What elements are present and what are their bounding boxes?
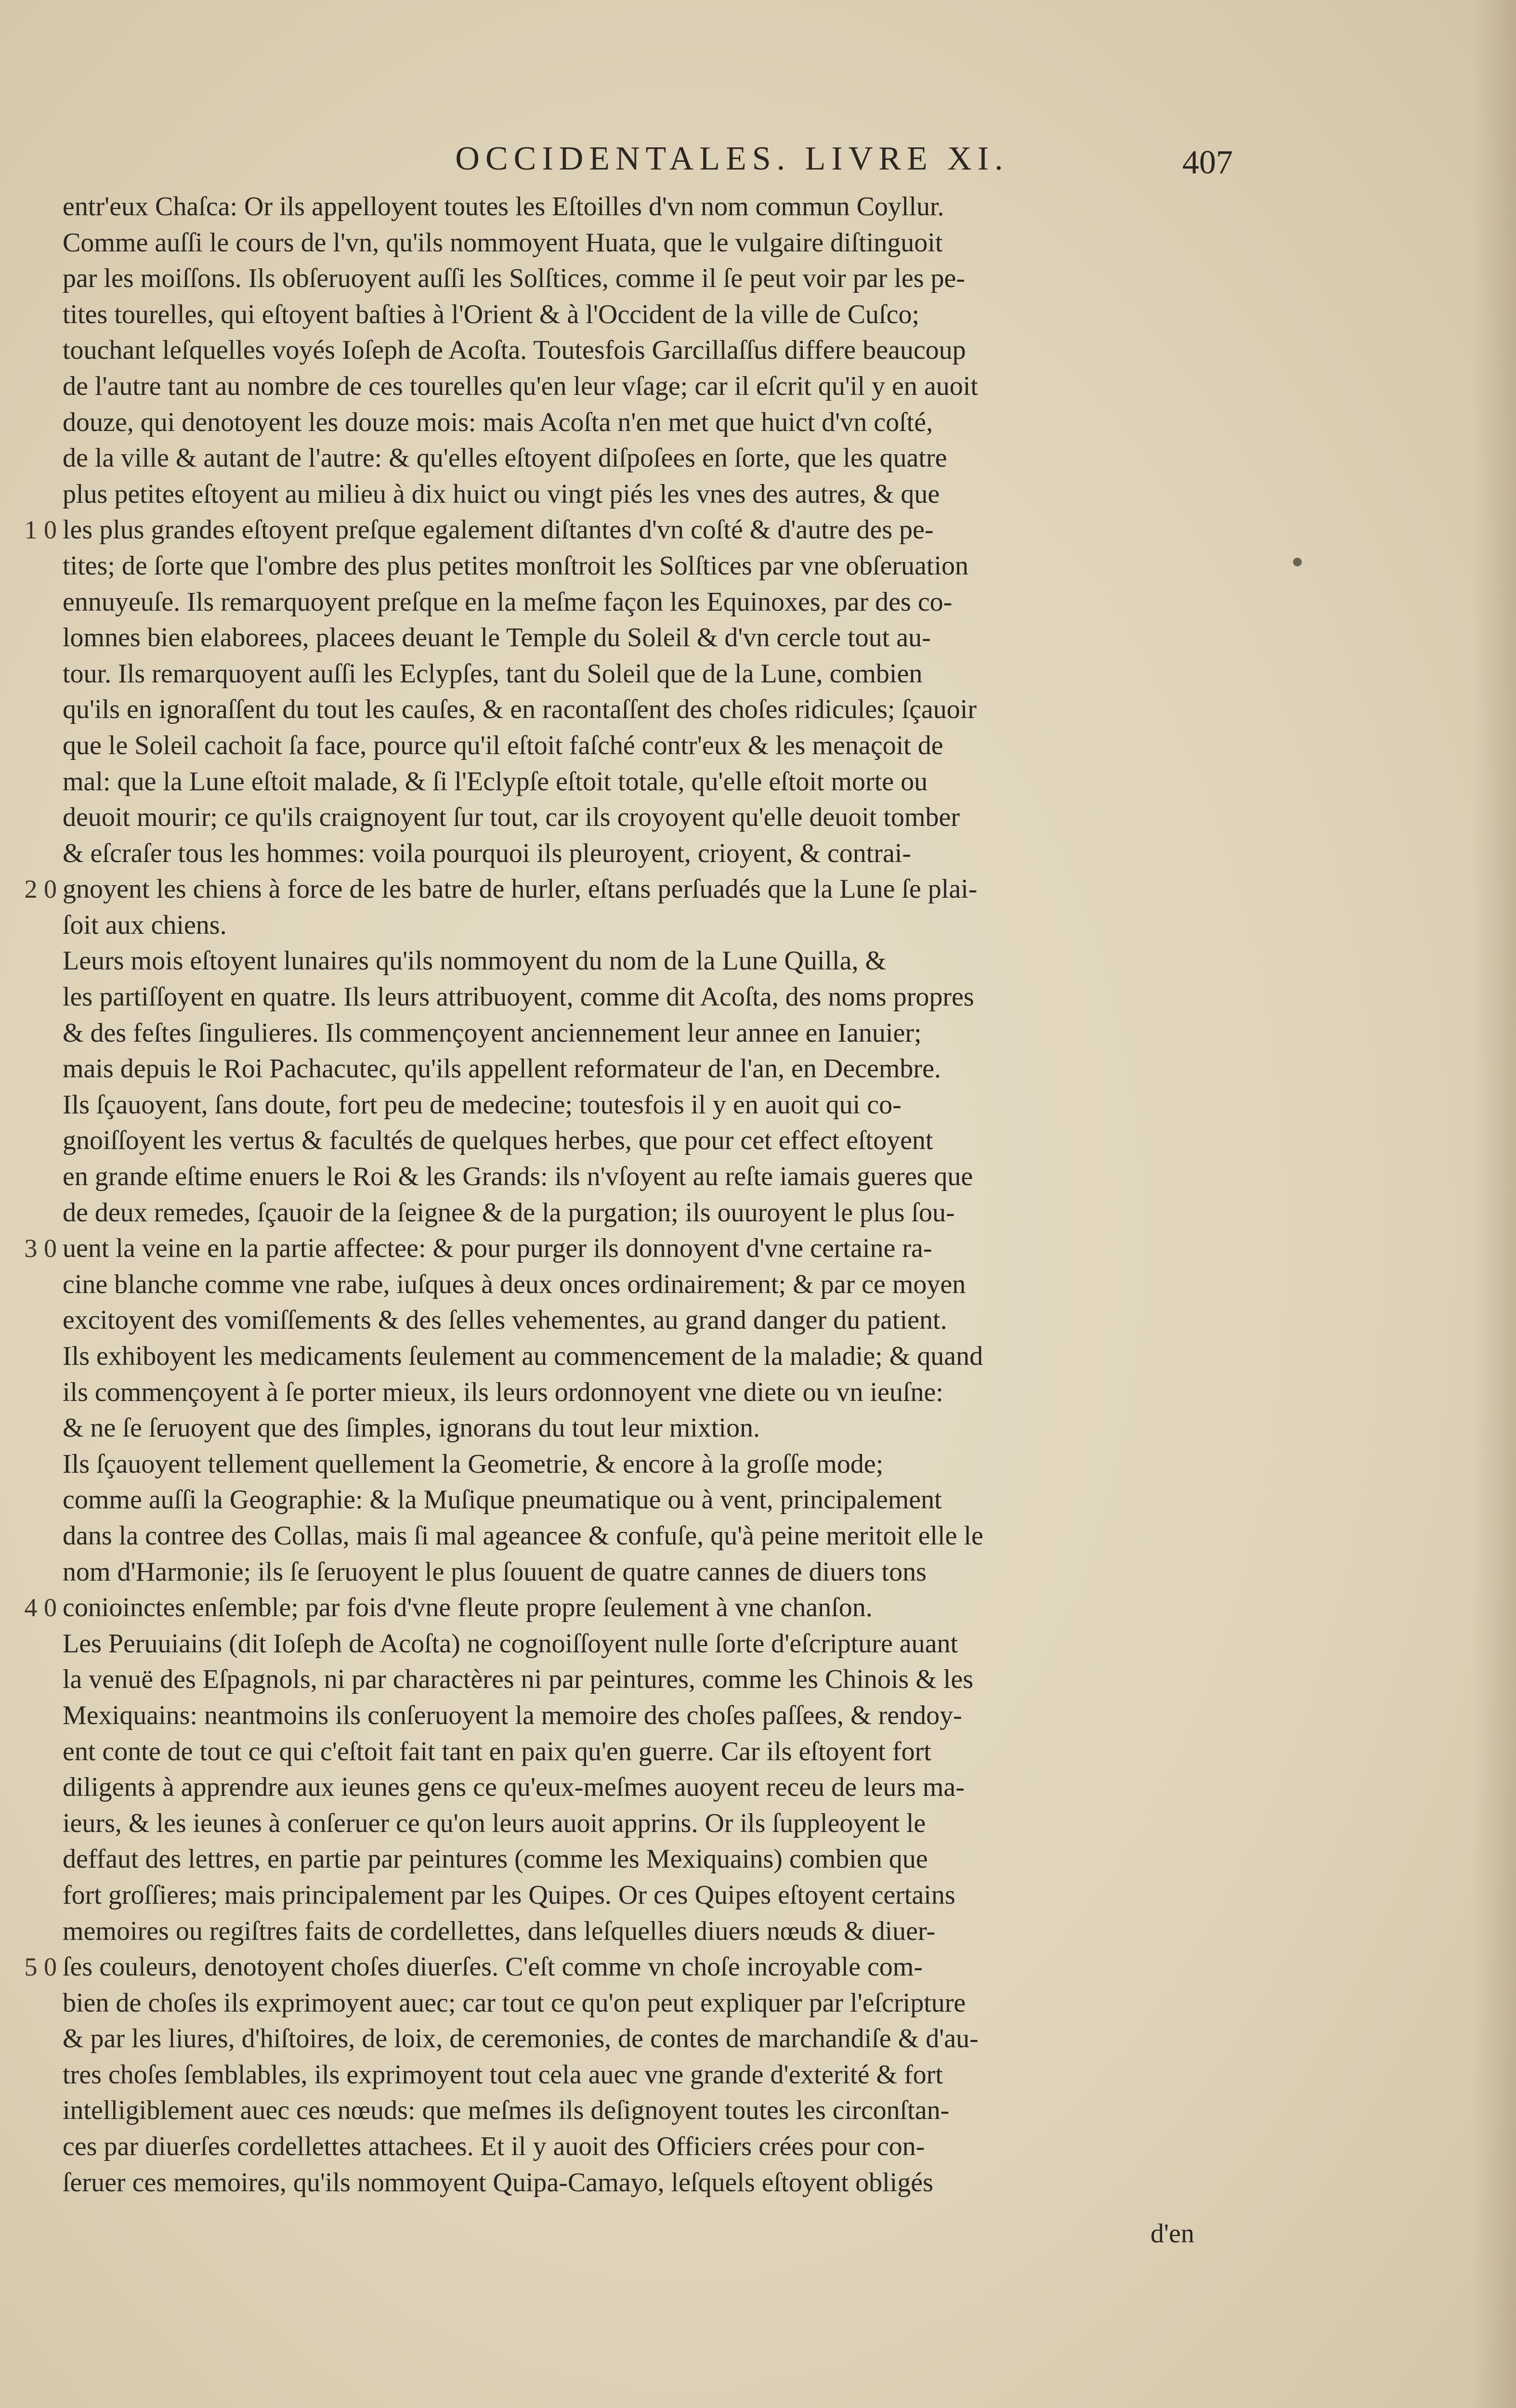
line-text: gnoyent les chiens à force de les batre de hurler, eſtans perſuadés que la Lune ſe plai- — [63, 874, 978, 904]
line-text: entr'eux Chaſca: Or ils appelloyent toutes les Eſtoilles d'vn nom commun Coyllur. — [63, 192, 944, 222]
line-text: ſeruer ces memoires, qu'ils nommoyent Quipa-Camayo, leſquels eſtoyent obligés — [63, 2167, 933, 2198]
text-line — [63, 1626, 1209, 1662]
line-text: lomnes bien elaborees, placees deuant le Temple du Soleil & d'vn cercle tout au- — [63, 623, 931, 653]
line-text: Leurs mois eſtoyent lunaires qu'ils nommoyent du nom de la Lune Quilla, & — [63, 946, 887, 976]
line-text: comme auſſi la Geographie: & la Muſique pneumatique ou à vent, principalement — [63, 1485, 942, 1515]
line-text: ent conte de tout ce qui c'eſtoit fait tant en paix qu'en guerre. Car ils eſtoyent fort — [63, 1736, 931, 1767]
line-text: touchant leſquelles voyés Ioſeph de Acoſta. Toutesfois Garcillaſſus differe beaucoup — [63, 335, 966, 366]
line-text: memoires ou regiſtres faits de cordellettes, dans leſquelles diuers nœuds & diuer- — [63, 1916, 936, 1946]
line-text: intelligiblement auec ces nœuds: que meſmes ils deſignoyent toutes les circonſtan- — [63, 2095, 950, 2126]
line-text: conioinctes enſemble; par fois d'vne fleute propre ſeulement à vne chanſon. — [63, 1593, 873, 1623]
text-line — [63, 1877, 1209, 1913]
text-line — [63, 2129, 1209, 2165]
line-text: tres choſes ſemblables, ils exprimoyent tout cela auec vne grande d'exterité & fort — [63, 2059, 943, 2090]
text-line — [63, 1769, 1209, 1806]
line-text: les plus grandes eſtoyent preſque egalement diſtantes d'vn coſté & d'autre des pe- — [63, 515, 934, 545]
body-text — [24, 189, 1209, 2200]
line-text: tour. Ils remarquoyent auſſi les Eclypſes, tant du Soleil que de la Lune, combien — [63, 658, 923, 689]
text-line — [63, 1698, 1209, 1734]
text-line — [24, 1949, 1209, 1985]
text-line — [63, 2093, 1209, 2129]
text-line — [63, 620, 1209, 656]
text-line — [63, 1123, 1209, 1159]
line-text: excitoyent des vomiſſements & des ſelles vehementes, au grand danger du patient. — [63, 1305, 947, 1335]
line-number: 1 0 — [24, 515, 57, 545]
text-line — [63, 1985, 1209, 2021]
line-text: douze, qui denotoyent les douze mois: mais Acoſta n'en met que huict d'vn coſté, — [63, 407, 933, 437]
line-text: par les moiſſons. Ils obſeruoyent auſſi les Solſtices, comme il ſe peut voir par les pe- — [63, 263, 966, 294]
text-line — [63, 1015, 1209, 1051]
text-line — [63, 440, 1209, 476]
line-number: 2 0 — [24, 875, 57, 904]
line-text: de deux remedes, ſçauoir de la ſeignee & de la purgation; ils ouuroyent le plus ſou- — [63, 1197, 955, 1228]
line-text: Les Peruuiains (dit Ioſeph de Acoſta) ne cognoiſſoyent nulle ſorte d'eſcripture auant — [63, 1628, 958, 1659]
text-line — [63, 1806, 1209, 1842]
line-text: cine blanche comme vne rabe, iuſques à deux onces ordinairement; & par ce moyen — [63, 1269, 966, 1299]
line-text: nom d'Harmonie; ils ſe ſeruoyent le plus ſouuent de quatre cannes de diuers tons — [63, 1557, 927, 1587]
text-line — [63, 1302, 1209, 1338]
line-text: deffaut des lettres, en partie par peintures (comme les Mexiquains) combien que — [63, 1844, 928, 1874]
text-line — [24, 512, 1209, 548]
text-line — [63, 979, 1209, 1015]
text-line — [63, 2021, 1209, 2057]
text-line — [63, 1267, 1209, 1303]
text-line — [63, 656, 1209, 692]
line-text: Ils ſçauoyent tellement quellement la Geometrie, & encore à la groſſe mode; — [63, 1449, 884, 1479]
text-line — [63, 332, 1209, 368]
line-number: 4 0 — [24, 1593, 57, 1623]
line-text: Ils ſçauoyent, ſans doute, fort peu de medecine; toutesfois il y en auoit qui co- — [63, 1089, 902, 1120]
line-text: Mexiquains: neantmoins ils conſeruoyent la memoire des choſes paſſees, & rendoy- — [63, 1700, 962, 1730]
line-text: uent la veine en la partie affectee: & pour purger ils donnoyent d'vne certaine ra- — [63, 1233, 932, 1264]
text-line — [63, 1338, 1209, 1374]
text-line — [63, 368, 1209, 405]
margin-ink-spot — [1293, 558, 1302, 566]
page-number: 407 — [1182, 144, 1233, 181]
line-text: & eſcraſer tous les hommes: voila pourquoi ils pleuroyent, crioyent, & contrai- — [63, 838, 912, 868]
line-text: mais depuis le Roi Pachacutec, qu'ils appellent reformateur de l'an, en Decembre. — [63, 1054, 941, 1084]
text-line — [24, 1230, 1209, 1267]
text-line — [63, 1446, 1209, 1482]
text-line — [63, 1482, 1209, 1518]
line-text: Ils exhiboyent les medicaments ſeulement au commencement de la maladie; & quand — [63, 1341, 983, 1371]
text-line — [63, 1410, 1209, 1446]
text-line — [63, 1734, 1209, 1770]
line-text: deuoit mourir; ce qu'ils craignoyent ſur tout, car ils croyoyent qu'elle deuoit tomber — [63, 802, 960, 833]
line-text: bien de choſes ils exprimoyent auec; car tout ce qu'on peut expliquer par l'eſcripture — [63, 1988, 966, 2018]
running-title: OCCIDENTALES. LIVRE XI. — [455, 140, 1009, 177]
text-line — [63, 225, 1209, 261]
line-text: ils commençoyent à ſe porter mieux, ils leurs ordonnoyent vne diete ou vn ieuſne: — [63, 1377, 943, 1407]
line-text: & par les liures, d'hiſtoires, de loix, de ceremonies, de contes de marchandiſe & d'au- — [63, 2024, 979, 2054]
text-line — [63, 907, 1209, 943]
text-line — [63, 1913, 1209, 1950]
line-text: & ne ſe ſeruoyent que des ſimples, ignorans du tout leur mixtion. — [63, 1413, 760, 1443]
page-edge-shadow — [1473, 0, 1516, 2408]
text-line — [63, 836, 1209, 872]
text-line — [63, 1159, 1209, 1195]
line-text: ieurs, & les ieunes à conſeruer ce qu'on leurs auoit apprins. Or ils ſuppleoyent le — [63, 1808, 926, 1838]
text-line — [24, 1590, 1209, 1626]
catchword: d'en — [1150, 2219, 1194, 2249]
text-line — [63, 2057, 1209, 2093]
text-line — [63, 476, 1209, 512]
text-line — [63, 943, 1209, 979]
line-text: qu'ils en ignoraſſent du tout les cauſes, & en racontaſſent des choſes ridicules; ſçauoir — [63, 694, 977, 725]
line-text: tites tourelles, qui eſtoyent baſties à l'Orient & à l'Occident de la ville de Cuſco; — [63, 299, 920, 329]
text-line — [63, 261, 1209, 297]
line-text: en grande eſtime enuers le Roi & les Grands: ils n'vſoyent au reſte iamais gueres que — [63, 1162, 973, 1192]
line-text: fort groſſieres; mais principalement par les Quipes. Or ces Quipes eſtoyent certains — [63, 1880, 955, 1910]
line-text: de l'autre tant au nombre de ces tourelles qu'en leur vſage; car il eſcrit qu'il y en auoit — [63, 371, 978, 401]
text-line — [63, 692, 1209, 728]
line-text: de la ville & autant de l'autre: & qu'elles eſtoyent diſpoſees en ſorte, que les quatre — [63, 443, 947, 473]
text-line — [63, 405, 1209, 441]
line-text: dans la contree des Collas, mais ſi mal ageancee & confuſe, qu'à peine meritoit elle le — [63, 1520, 983, 1551]
line-number: 5 0 — [24, 1952, 57, 1982]
text-line — [63, 189, 1209, 225]
line-text: & des feſtes ſingulieres. Ils commençoyent anciennement leur annee en Ianuier; — [63, 1018, 922, 1048]
text-line — [63, 764, 1209, 800]
text-line — [63, 297, 1209, 333]
line-text: plus petites eſtoyent au milieu à dix huict ou vingt piés les vnes des autres, & que — [63, 479, 940, 509]
line-text: Comme auſſi le cours de l'vn, qu'ils nommoyent Huata, que le vulgaire diſtinguoit — [63, 227, 943, 258]
line-text: gnoiſſoyent les vertus & facultés de quelques herbes, que pour cet effect eſtoyent — [63, 1125, 933, 1156]
line-text: mal: que la Lune eſtoit malade, & ſi l'Eclypſe eſtoit totale, qu'elle eſtoit morte ou — [63, 766, 928, 797]
line-text: diligents à apprendre aux ieunes gens ce qu'eux-meſmes auoyent receu de leurs ma- — [63, 1772, 965, 1803]
line-text: la venuë des Eſpagnols, ni par charactères ni par peintures, comme les Chinois & les — [63, 1664, 973, 1695]
text-line — [63, 1374, 1209, 1411]
line-text: ſoit aux chiens. — [63, 910, 227, 940]
text-line — [63, 1087, 1209, 1123]
text-line — [63, 1662, 1209, 1698]
text-line — [63, 548, 1209, 584]
text-line — [63, 2165, 1209, 2201]
text-line — [63, 728, 1209, 764]
text-line — [24, 871, 1209, 907]
text-line — [63, 799, 1209, 836]
text-line — [63, 1554, 1209, 1590]
text-line — [63, 1841, 1209, 1877]
line-text: ennuyeuſe. Ils remarquoyent preſque en la meſme façon les Equinoxes, par des co- — [63, 587, 953, 617]
line-text: ſes couleurs, denotoyent choſes diuerſes. C'eſt comme vn choſe incroyable com- — [63, 1952, 923, 1982]
line-text: les partiſſoyent en quatre. Ils leurs attribuoyent, comme dit Acoſta, des noms propres — [63, 982, 974, 1012]
text-line — [63, 1518, 1209, 1554]
text-line — [63, 584, 1209, 620]
line-text: ces par diuerſes cordellettes attachees. Et il y auoit des Officiers crées pour con- — [63, 2132, 925, 2162]
line-text: tites; de ſorte que l'ombre des plus petites monſtroit les Solſtices par vne obſeruation — [63, 550, 969, 581]
line-text: que le Soleil cachoit ſa face, pource qu'il eſtoit faſché contr'eux & les menaçoit de — [63, 730, 943, 760]
line-number: 3 0 — [24, 1234, 57, 1263]
text-line — [63, 1051, 1209, 1087]
text-line — [63, 1195, 1209, 1231]
